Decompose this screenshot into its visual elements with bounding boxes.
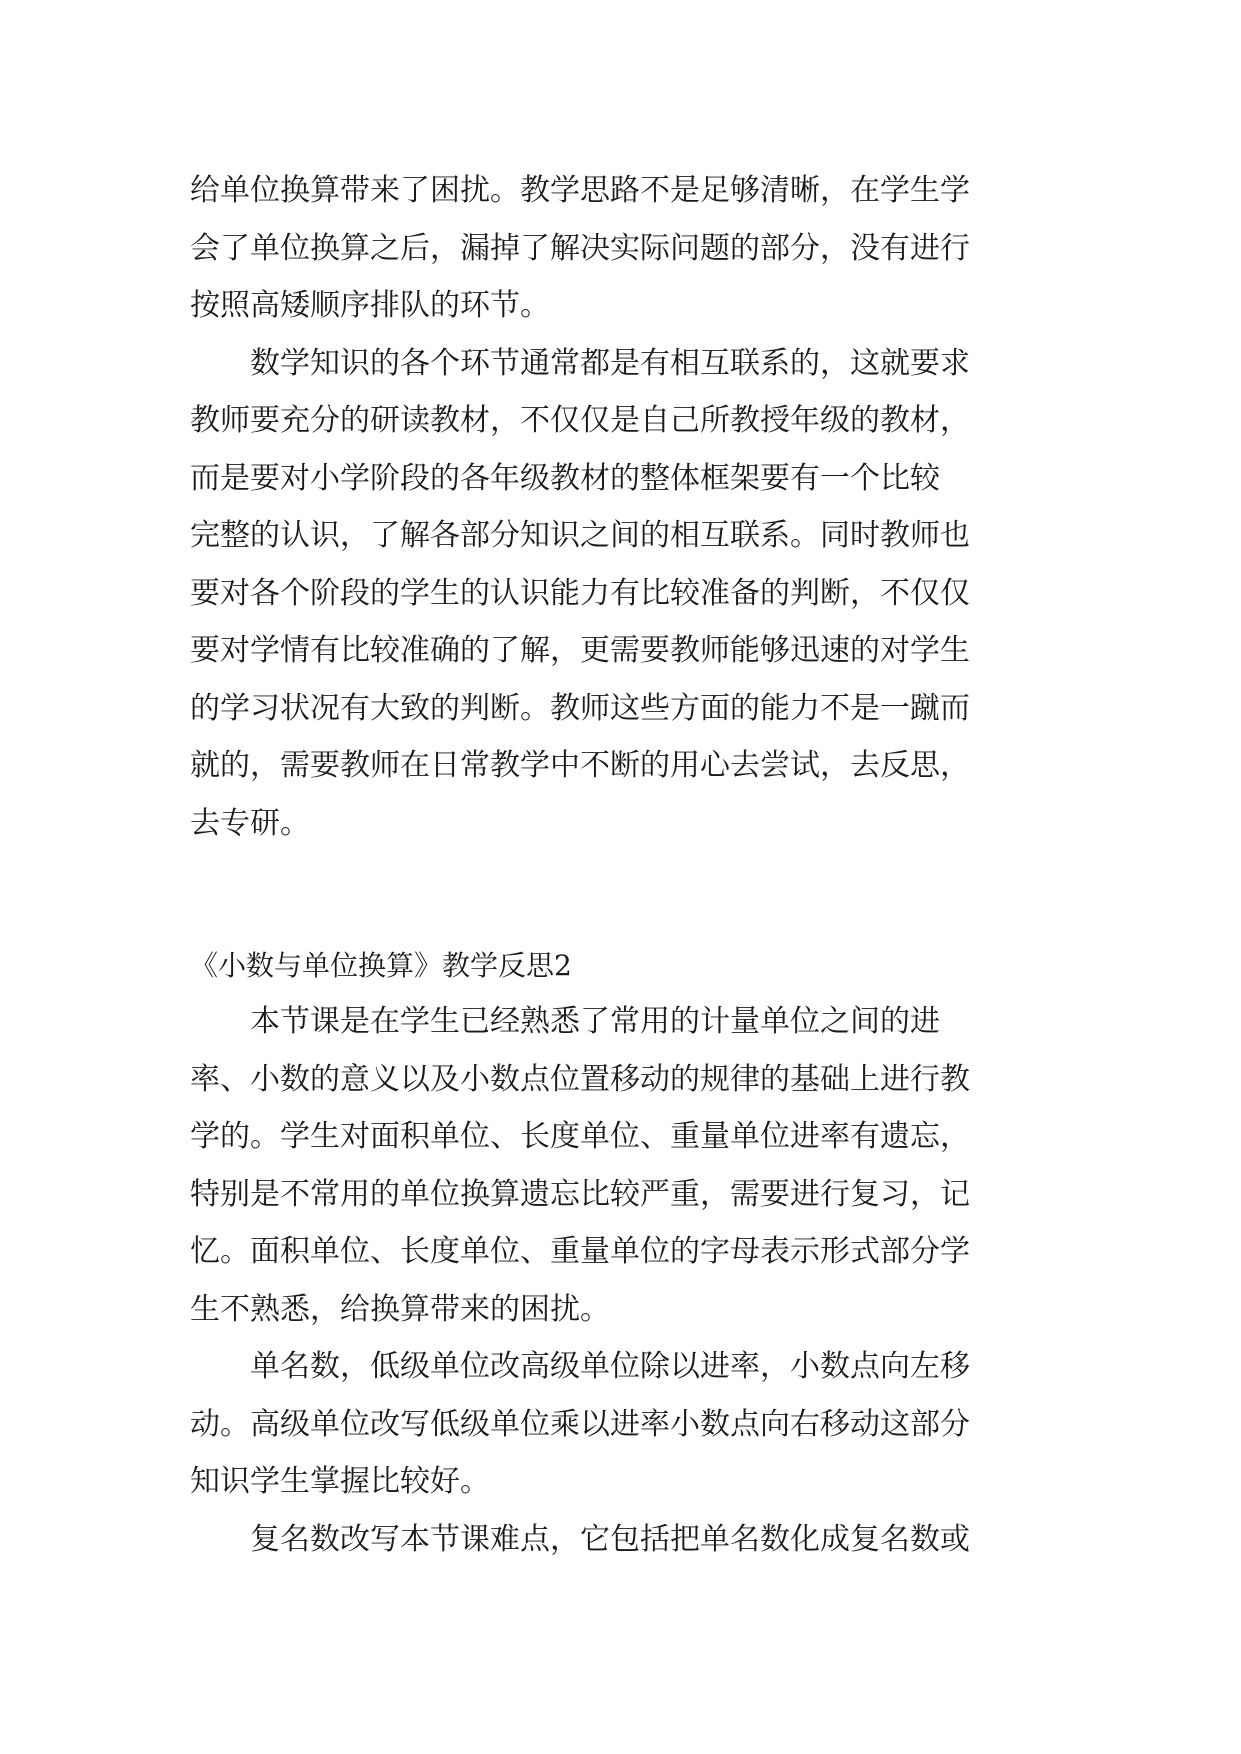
- paragraph: [190, 1511, 1060, 1569]
- section-spacer: [190, 852, 1060, 938]
- document-page: [190, 162, 1060, 1568]
- text-line: 单名数，低级单位改高级单位除以进率，小数点向左移: [190, 1349, 970, 1384]
- text-line: 知识学生掌握比较好。: [190, 1464, 490, 1499]
- text-line: 的学习状况有大致的判断。教师这些方面的能力不是一蹴而: [190, 690, 970, 726]
- text-line: 率、小数的意义以及小数点位置移动的规律的基础上进行教: [190, 1061, 970, 1097]
- text-line: 按照高矮顺序排队的环节。: [190, 288, 550, 323]
- text-line: 会了单位换算之后，漏掉了解决实际问题的部分，没有进行: [190, 230, 970, 266]
- text-line: 特别是不常用的单位换算遗忘比较严重，需要进行复习，记: [190, 1176, 970, 1212]
- text-line: 动。高级单位改写低级单位乘以进率小数点向右移动这部分: [190, 1406, 970, 1442]
- text-line: 完整的认识，了解各部分知识之间的相互联系。同时教师也: [190, 518, 970, 553]
- text-line: 本节课是在学生已经熟悉了常用的计量单位之间的进: [190, 1004, 940, 1039]
- text-line: 复名数改写本节课难点，它包括把单名数化成复名数或: [190, 1521, 970, 1557]
- paragraph: [190, 335, 1060, 853]
- section-title: 《小数与单位换算》教学反思2: [190, 949, 572, 982]
- text-line: 给单位换算带来了困扰。教学思路不是足够清晰，在学生学: [190, 173, 970, 208]
- paragraph: [190, 1338, 1060, 1511]
- text-line: 忆。面积单位、长度单位、重量单位的字母表示形式部分学: [190, 1234, 970, 1269]
- text-line: 教师要充分的研读教材，不仅仅是自己所教授年级的教材，: [190, 403, 970, 438]
- paragraph: [190, 993, 1060, 1338]
- text-line: 去专研。: [190, 805, 310, 841]
- text-line: 而是要对小学阶段的各年级教材的整体框架要有一个比较: [190, 460, 940, 496]
- text-line: 就的，需要教师在日常教学中不断的用心去尝试，去反思，: [190, 748, 970, 783]
- text-line: 学的。学生对面积单位、长度单位、重量单位进率有遗忘，: [190, 1119, 970, 1154]
- text-line: 要对各个阶段的学生的认识能力有比较准备的判断，不仅仅: [190, 575, 970, 611]
- text-line: 数学知识的各个环节通常都是有相互联系的，这就要求: [190, 345, 970, 381]
- text-line: 生不熟悉，给换算带来的困扰。: [190, 1291, 610, 1327]
- text-line: 要对学情有比较准确的了解，更需要教师能够迅速的对学生: [190, 633, 970, 668]
- paragraph: [190, 162, 1060, 335]
